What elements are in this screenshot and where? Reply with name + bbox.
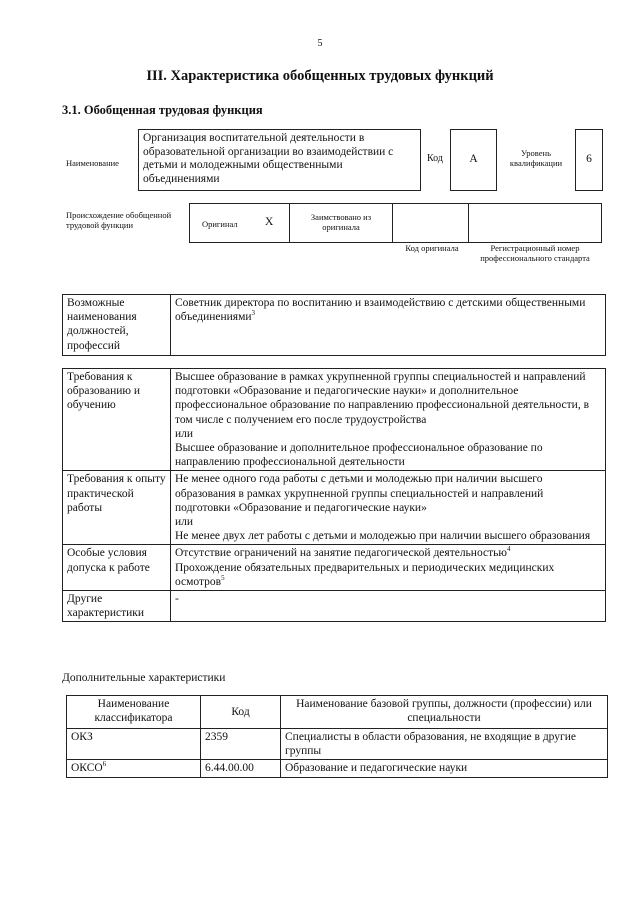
req-line [175, 546, 601, 560]
req-line: или [175, 427, 194, 440]
classifier-cell [67, 760, 201, 777]
requirement-row [63, 591, 606, 622]
divider [392, 204, 393, 242]
positions-label: Возможные наименования должностей, профессий [63, 295, 171, 356]
requirements-table [62, 368, 606, 622]
origin-label: Происхождение обобщенной трудовой функции [66, 210, 172, 230]
table-row [67, 729, 608, 760]
page-number: 5 [317, 38, 323, 49]
req-value [171, 545, 606, 591]
footnote-3: 3 [251, 309, 256, 318]
table-header-row [67, 696, 608, 729]
column-header: Код [201, 696, 281, 729]
requirement-row [63, 471, 606, 545]
code-cell: 2359 [201, 729, 281, 760]
classifier-cell: ОКЗ [67, 729, 201, 760]
req-line [175, 561, 601, 589]
req-label: Другие характеристики [63, 591, 171, 622]
footnote-5: 5 [221, 574, 225, 583]
table-row [67, 760, 608, 777]
subsection-title: 3.1. Обобщенная трудовая функция [62, 103, 263, 117]
name-label: Наименование [66, 158, 119, 168]
req-line-text: Прохождение обязательных предварительных и периодических медицинских осмотров [175, 561, 555, 588]
divider [468, 204, 469, 242]
req-line: Высшее образование и дополнительное профессиональное образование по направлению профессиональной деятельности [175, 442, 543, 469]
additional-table [66, 695, 608, 778]
reg-number-caption: Регистрационный номер профессионального стандарта [480, 243, 590, 263]
req-value [171, 471, 606, 545]
req-line: Высшее образование в рамках укрупненной группы специальностей и направлений подготовки «Образование и педагогические науки» и дополнительное профессиональное образование по направлению профессиональной деятельности, в том числе с получением его после трудоустройства [175, 371, 590, 426]
column-header: Наименование базовой группы, должности (профессии) или специальности [281, 696, 608, 729]
positions-value: Советник директора по воспитанию и взаимодействию с детскими общественными объединениями [175, 297, 586, 324]
original-mark: X [265, 216, 274, 228]
group-name-cell: Специалисты в области образования, не входящие в другие группы [281, 729, 608, 760]
original-label: Оригинал [202, 219, 238, 229]
additional-title: Дополнительные характеристики [62, 672, 226, 684]
req-line: Не менее двух лет работы с детьми и молодежью при наличии высшего образования [175, 530, 591, 543]
req-line-text: Отсутствие ограничений на занятие педагогической деятельностью [175, 547, 507, 560]
req-label: Требования к образованию и обучению [63, 369, 171, 471]
footnote-4: 4 [506, 545, 511, 554]
req-line: Не менее одного года работы с детьми и молодежью при наличии высшего образования в рамках укрупненной группы специальностей и направлений подготовки «Образование и педагогические науки» [175, 473, 544, 514]
req-value [171, 369, 606, 471]
positions-table [62, 294, 606, 356]
req-label: Требования к опыту практической работы [63, 471, 171, 545]
origin-table [189, 203, 602, 243]
requirement-row [63, 369, 606, 471]
req-line: - [175, 593, 179, 606]
level-label: Уровень квалификации [509, 148, 563, 168]
group-name-cell: Образование и педагогические науки [281, 760, 608, 777]
req-line: или [175, 516, 194, 529]
req-label: Особые условия допуска к работе [63, 545, 171, 591]
column-header: Наименование классификатора [67, 696, 201, 729]
name-value: Организация воспитательной деятельности в образовательной организации во взаимодействии с детьми и молодежными общественными объединениями [138, 129, 421, 191]
req-value [171, 591, 606, 622]
classifier-text: ОКСО [71, 762, 103, 775]
footnote-6: 6 [102, 760, 107, 769]
code-value: А [450, 129, 497, 191]
level-value: 6 [575, 129, 603, 191]
code-label: Код [427, 153, 443, 164]
requirement-row [63, 545, 606, 591]
borrowed-label: Заимствовано из оригинала [310, 212, 372, 232]
code-cell: 6.44.00.00 [201, 760, 281, 777]
code-original-caption: Код оригинала [405, 243, 459, 253]
positions-cell [171, 295, 606, 356]
divider [289, 204, 290, 242]
section-title: III. Характеристика обобщенных трудовых функций [146, 68, 494, 84]
